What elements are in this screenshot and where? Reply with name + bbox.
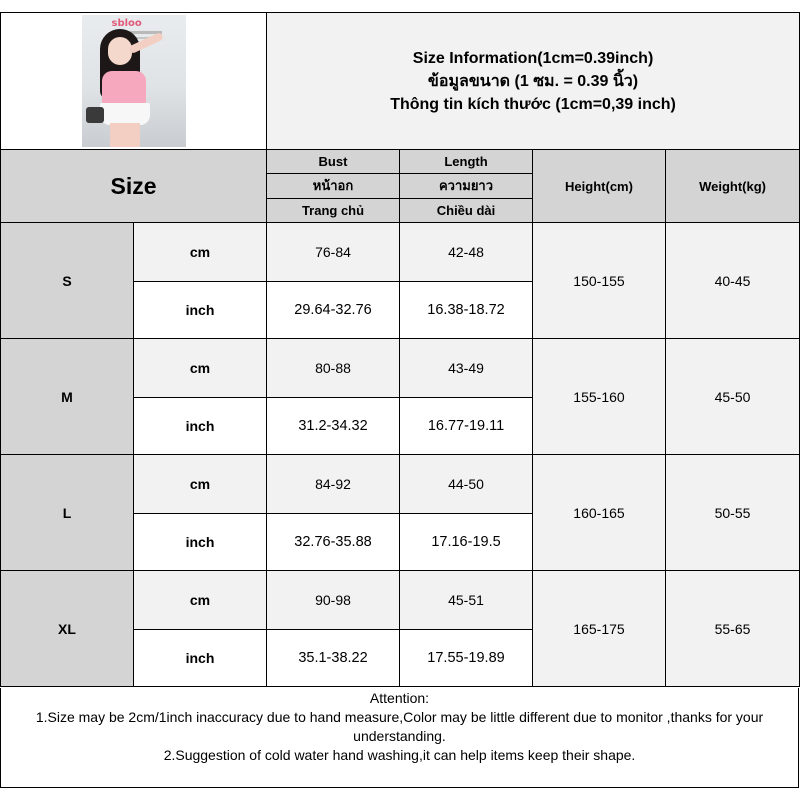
length-header-th: ความยาว — [400, 174, 533, 198]
product-photo-cell — [1, 13, 267, 150]
length-header-en: Length — [400, 150, 533, 174]
size-label: M — [1, 339, 134, 455]
unit-label: inch — [134, 398, 267, 455]
attention-note-1: 1.Size may be 2cm/1inch inaccuracy due to hand measure,Color may be little different due to monitor ,thanks for your understanding. — [35, 709, 764, 744]
length-header-vi: Chiều dài — [400, 198, 533, 222]
unit-label: cm — [134, 339, 267, 398]
bust-inch: 35.1-38.22 — [267, 630, 400, 687]
length-cm: 43-49 — [400, 339, 533, 398]
length-cm: 42-48 — [400, 223, 533, 282]
bust-header-th: หน้าอก — [267, 174, 400, 198]
height-header: Height(cm) — [533, 150, 666, 223]
bust-inch: 29.64-32.76 — [267, 282, 400, 339]
height-value: 155-160 — [533, 339, 666, 455]
table-row — [1, 571, 800, 630]
weight-value: 50-55 — [666, 455, 800, 571]
length-inch: 16.77-19.11 — [400, 398, 533, 455]
size-label: XL — [1, 571, 134, 687]
info-line-thai: ข้อมูลขนาด (1 ซม. = 0.39 นิ้ว) — [427, 72, 639, 90]
size-information-cell — [267, 13, 800, 150]
product-photo — [82, 15, 186, 147]
bust-header-vi: Trang chủ — [267, 198, 400, 222]
weight-value: 40-45 — [666, 223, 800, 339]
info-line-english: Size Information(1cm=0.39inch) — [412, 49, 654, 67]
unit-label: cm — [134, 571, 267, 630]
attention-note-2: 2.Suggestion of cold water hand washing,it can help items keep their shape. — [163, 747, 636, 763]
header-row — [1, 13, 800, 150]
table-row — [1, 455, 800, 514]
bust-cm: 90-98 — [267, 571, 400, 630]
table-row — [1, 339, 800, 398]
attention-title: Attention: — [369, 690, 430, 706]
height-value: 150-155 — [533, 223, 666, 339]
height-value: 165-175 — [533, 571, 666, 687]
length-inch: 17.55-19.89 — [400, 630, 533, 687]
size-label: L — [1, 455, 134, 571]
size-header: Size — [1, 150, 267, 223]
length-cm: 45-51 — [400, 571, 533, 630]
bust-cm: 76-84 — [267, 223, 400, 282]
attention-footer — [0, 688, 799, 788]
length-inch: 16.38-18.72 — [400, 282, 533, 339]
size-label: S — [1, 223, 134, 339]
brand-logo: sbloo — [111, 18, 142, 29]
unit-label: inch — [134, 514, 267, 571]
length-cm: 44-50 — [400, 455, 533, 514]
weight-value: 55-65 — [666, 571, 800, 687]
unit-label: inch — [134, 282, 267, 339]
info-line-vietnamese: Thông tin kích thước (1cm=0,39 inch) — [390, 95, 676, 113]
bust-cm: 84-92 — [267, 455, 400, 514]
weight-header: Weight(kg) — [666, 150, 800, 223]
length-inch: 17.16-19.5 — [400, 514, 533, 571]
bust-cm: 80-88 — [267, 339, 400, 398]
weight-value: 45-50 — [666, 339, 800, 455]
column-header-row-1 — [1, 150, 800, 174]
unit-label: inch — [134, 630, 267, 687]
bust-inch: 32.76-35.88 — [267, 514, 400, 571]
height-value: 160-165 — [533, 455, 666, 571]
size-chart-table — [0, 12, 800, 687]
bust-inch: 31.2-34.32 — [267, 398, 400, 455]
table-row — [1, 223, 800, 282]
unit-label: cm — [134, 455, 267, 514]
bust-header-en: Bust — [267, 150, 400, 174]
unit-label: cm — [134, 223, 267, 282]
